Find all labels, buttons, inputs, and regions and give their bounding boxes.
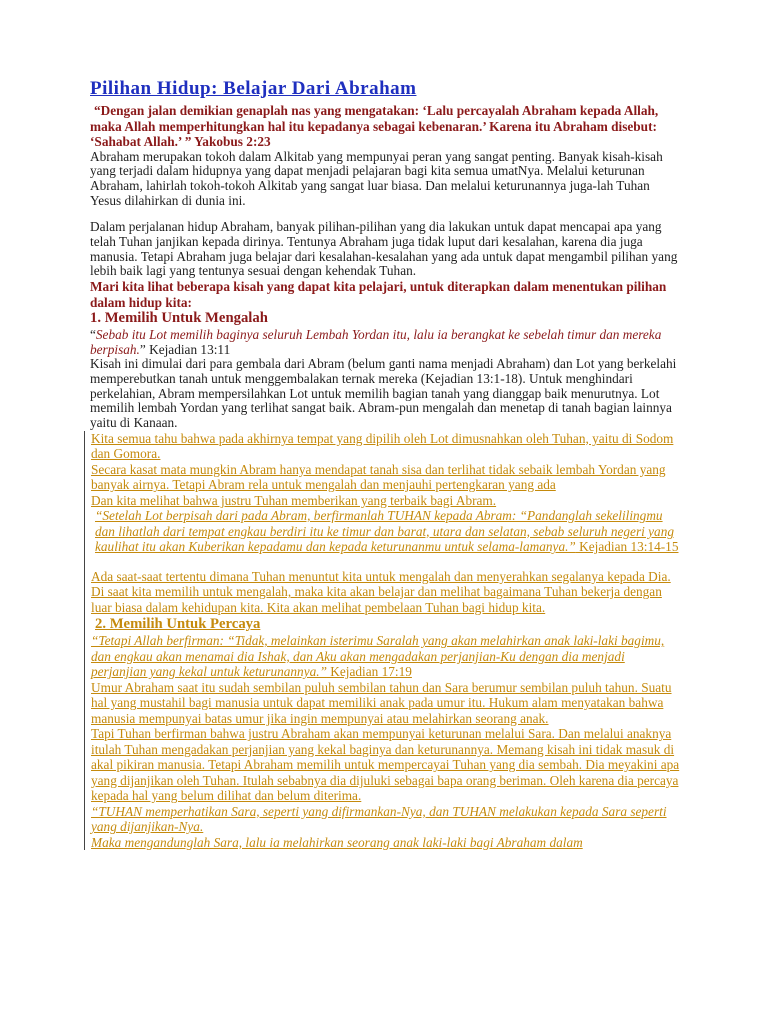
intro-paragraph-1: Abraham merupakan tokoh dalam Alkitab yang mempunyai peran yang sangat penting. Banyak kisah-kisah yang terjadi dalam hidupnya yang dapat menjadi pelajaran bagi kita semua umatNya. Melalui keturunan Abraham, lahirlah tokoh-tokoh Alkitab yang sangat luar biasa. Dan melalui keturunannya juga-lah Tuhan Yesus dilahirkan di dunia ini. [90,148,663,208]
section-1-verse [90,327,680,357]
opening-quote: “Dengan jalan demikian genaplah nas yang mengatakan: ‘Lalu percayalah Abraham kepada Allah, maka Allah memperhitungkan hal itu kepadanya sebagai kebenaran.’ Karena itu Abraham disebut: ‘Sahabat Allah.’ ” Yakobus 2:23 [90,103,659,149]
linked-verse-ref: Kejadian 13:14-15 [575,539,679,555]
section-1-paragraph: Kisah ini dimulai dari para gembala dari Abram (belum ganti nama menjadi Abraham) dan Lot yang berkelahi memperebutkan tanah untuk menggembalakan ternak mereka (Kejadian 13:1-18). Untuk menghindari perkelahian, Abram mempersilahkan Lot untuk memilih bagian tanah yang dianggap baik menurutnya. Lot memilih lembah Yordan yang terlihat sangat baik. Abram-pun mengalah dan menetap di tanah bagian lainnya yaitu di Kanaan. [90,356,677,430]
linked-text-block [84,431,680,851]
section-2-paragraph-1[interactable]: Umur Abraham saat itu sudah sembilan puluh sembilan tahun dan Sara berumur sembilan puluh tahun. Suatu hal yang mustahil bagi manusia untuk dapat memiliki anak pada umur itu. Hukum alam menyatakan bahwa manusia mempunyai batas umur jika ingin mempunyai atau melahirkan seorang anak. [91,679,672,726]
section-2-verse[interactable] [91,633,680,680]
section-1-heading: 1. Memilih Untuk Mengalah [90,310,268,327]
linked-text-line[interactable]: Secara kasat mata mungkin Abram hanya mendapat tanah sisa dan terlihat tidak sebaik lembah Yordan yang banyak airnya. Tetapi Abram rela untuk mengalah dan menjauhi pertengkaran yang ada [91,461,666,493]
section-2-verse-text: “Tetapi Allah berfirman: “Tidak, melainkan isterimu Saralah yang akan melahirkan anak laki-laki bagimu, dan engkau akan menamai dia Ishak, dan Aku akan mengadakan perjanjian-Ku dengan dia menjadi perjanjian yang kekal untuk keturunannya.” [91,633,665,680]
section-1-verse-ref: ” Kejadian 13:11 [139,342,231,358]
lesson-intro: Mari kita lihat beberapa kisah yang dapat kita pelajari, untuk diterapkan dalam menentukan pilihan dalam hidup kita: [90,279,667,310]
section-2-verse-2[interactable]: “TUHAN memperhatikan Sara, seperti yang difirmankan-Nya, dan TUHAN melakukan kepada Sara seperti yang dijanjikan-Nya. [91,803,667,835]
section-1-verse-text: Sebab itu Lot memilih baginya seluruh Lembah Yordan itu, lalu ia berangkat ke sebelah timur dan mereka berpisah. [90,327,662,358]
linked-verse-text: “Setelah Lot berpisah dari pada Abram, berfirmanlah TUHAN kepada Abram: “Pandanglah sekelilingmu dan lihatlah dari tempat engkau berdiri itu ke timur dan barat, utara dan selatan, sebab seluruh negeri yang kaulihat itu akan Kuberikan kepadamu dan kepada keturunanmu untuk selama-lamanya.” [95,508,674,555]
spacer [91,555,680,569]
linked-paragraph[interactable]: Ada saat-saat tertentu dimana Tuhan menuntut kita untuk mengalah dan menyerahkan segalanya kepada Dia. Di saat kita memilih untuk mengalah, maka kita akan belajar dan melihat bagaimana Tuhan bekerja dengan luar biasa dalam kehidupan kita. Kita akan melihat pembelaan Tuhan bagi hidup kita. [91,568,671,615]
section-2-verse-ref: Kejadian 17:19 [326,664,412,680]
document-page [90,78,680,850]
intro-paragraph-2: Dalam perjalanan hidup Abraham, banyak pilihan-pilihan yang dia lakukan untuk dapat mencapai apa yang telah Tuhan janjikan kepada dirinya. Tentunya Abraham juga tidak luput dari kesalahan, karena dia juga manusia. Tetapi Abraham juga belajar dari kesalahan-kesalahan yang ada untuk dapat mengambil pilihan yang lebih baik lagi yang tentunya sesuai dengan kehendak Tuhan. [90,219,678,279]
section-2-heading[interactable]: 2. Memilih Untuk Percaya [95,616,261,633]
section-2-verse-3[interactable]: Maka mengandunglah Sara, lalu ia melahirkan seorang anak laki-laki bagi Abraham dalam [91,834,583,850]
linked-verse[interactable] [95,508,680,555]
linked-text-line[interactable]: Kita semua tahu bahwa pada akhirnya tempat yang dipilih oleh Lot dimusnahkan oleh Tuhan, yaitu di Sodom dan Gomora. [91,430,674,462]
section-2-paragraph-2[interactable]: Tapi Tuhan berfirman bahwa justru Abraham akan mempunyai keturunan melalui Sara. Dan melalui anaknya itulah Tuhan mengadakan perjanjian yang kekal baginya dan keturunannya. Memang kisah ini tidak masuk di akal pikiran manusia. Tetapi Abraham memilih untuk mempercayai Tuhan yang dia sembah. Dia meyakini apa yang dijanjikan oleh Tuhan. Itulah sebabnya dia dijuluki sebagai bapa orang beriman. Oleh karena dia percaya kepada hal yang belum dilihat dan belum diterima. [91,726,680,804]
linked-text-line[interactable]: Dan kita melihat bahwa justru Tuhan memberikan yang terbaik bagi Abram. [91,492,497,508]
verse-open-mark: “ [90,327,96,343]
page-title[interactable]: Pilihan Hidup: Belajar Dari Abraham [90,78,417,99]
